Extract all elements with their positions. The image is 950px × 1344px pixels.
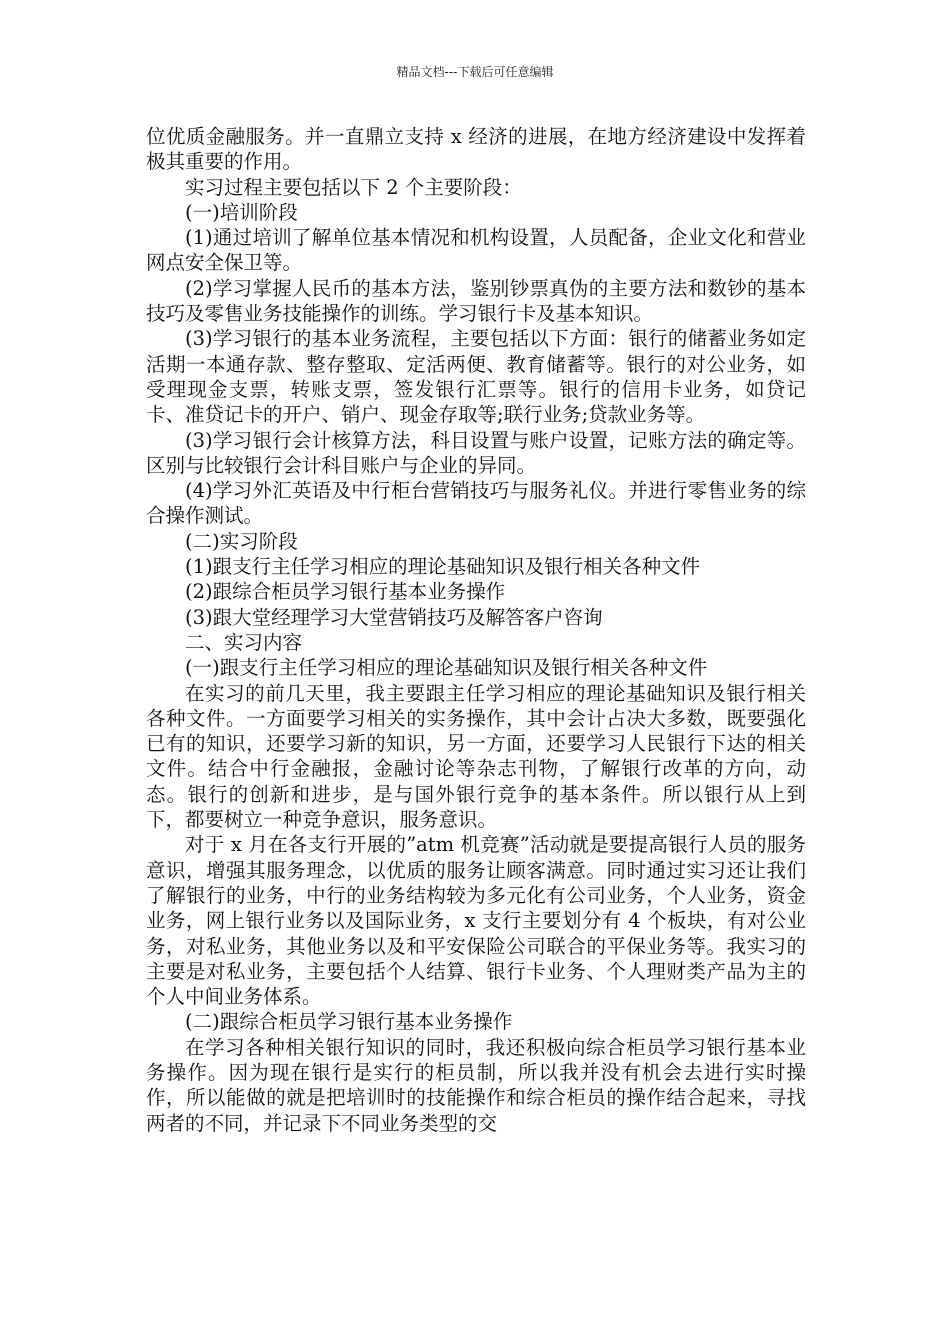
paragraph-10: (1)跟支行主任学习相应的理论基础知识及银行相关各种文件 xyxy=(185,555,701,579)
paragraph-18: 在学习各种相关银行知识的同时，我还积极向综合柜员学习银行基本业务操作。因为现在银行是实行的柜员制，所以我并没有机会去进行实时操作，所以能做的就是把培训时的技能操作和综合柜员的操作结合起来，寻找两者的不同，并记录下不同业务类型的交 xyxy=(146,1035,806,1135)
paragraph-11: (2)跟综合柜员学习银行基本业务操作 xyxy=(185,580,506,604)
paragraph-15: 在实习的前几天里，我主要跟主任学习相应的理论基础知识及银行相关各种文件。一方面要学习相关的实务操作，其中会计占决大多数，既要强化已有的知识，还要学习新的知识，另一方面，还要学习人民银行下达的相关文件。结合中行金融报，金融讨论等杂志刊物，了解银行改革的方向，动态。银行的创新和进步，是与国外银行竞争的基本条件。所以银行从上到下，都要树立一种竞争意识，服务意识。 xyxy=(146,681,806,832)
page-header: 精品文档---下载后可任意编辑 xyxy=(396,65,554,79)
section-heading-content: 二、实习内容 xyxy=(185,630,303,654)
section-heading-training: (一)培训阶段 xyxy=(185,200,298,224)
section-heading-internship: (二)实习阶段 xyxy=(185,529,298,553)
paragraph-2: 实习过程主要包括以下 2 个主要阶段： xyxy=(185,175,522,199)
paragraph-5: (2)学习掌握人民币的基本方法，鉴别钞票真伪的主要方法和数钞的基本技巧及零售业务技能操作的训练。学习银行卡及基本知识。 xyxy=(146,276,806,326)
paragraph-1: 位优质金融服务。并一直鼎立支持 x 经济的进展，在地方经济建设中发挥着极其重要的作用。 xyxy=(146,125,806,174)
paragraph-6: (3)学习银行的基本业务流程，主要包括以下方面：银行的储蓄业务如定活期一本通存款、整存整取、定活两便、教育储蓄等。银行的对公业务，如受理现金支票，转账支票，签发银行汇票等。银行的信用卡业务，如贷记卡、准贷记卡的开户、销户、现金存取等;联行业务;贷款业务等。 xyxy=(146,327,806,427)
subsection-heading-1: (一)跟支行主任学习相应的理论基础知识及银行相关各种文件 xyxy=(185,656,708,680)
subsection-heading-2: (二)跟综合柜员学习银行基本业务操作 xyxy=(185,1010,513,1034)
paragraph-12: (3)跟大堂经理学习大堂营销技巧及解答客户咨询 xyxy=(185,605,603,629)
document-body xyxy=(146,124,806,1136)
paragraph-7: (3)学习银行会计核算方法，科目设置与账户设置，记账方法的确定等。区别与比较银行会计科目账户与企业的异同。 xyxy=(146,428,806,477)
paragraph-8: (4)学习外汇英语及中行柜台营销技巧与服务礼仪。并进行零售业务的综合操作测试。 xyxy=(146,479,806,528)
paragraph-4: (1)通过培训了解单位基本情况和机构设置，人员配备，企业文化和营业网点安全保卫等。 xyxy=(146,226,806,275)
paragraph-16: 对于 x 月在各支行开展的”atm 机竞赛”活动就是要提高银行人员的服务意识，增强其服务理念，以优质的服务让顾客满意。同时通过实习还让我们了解银行的业务，中行的业务结构较为多元化有公司业务，个人业务，资金业务，网上银行业务以及国际业务，x 支行主要划分有 4 个板块，有对公业务，对私业务，其他业务以及和平安保险公司联合的平保业务等。我实习的主要是对私业务，主要包括个人结算、银行卡业务、个人理财类产品为主的个人中间业务体系。 xyxy=(146,833,806,1009)
